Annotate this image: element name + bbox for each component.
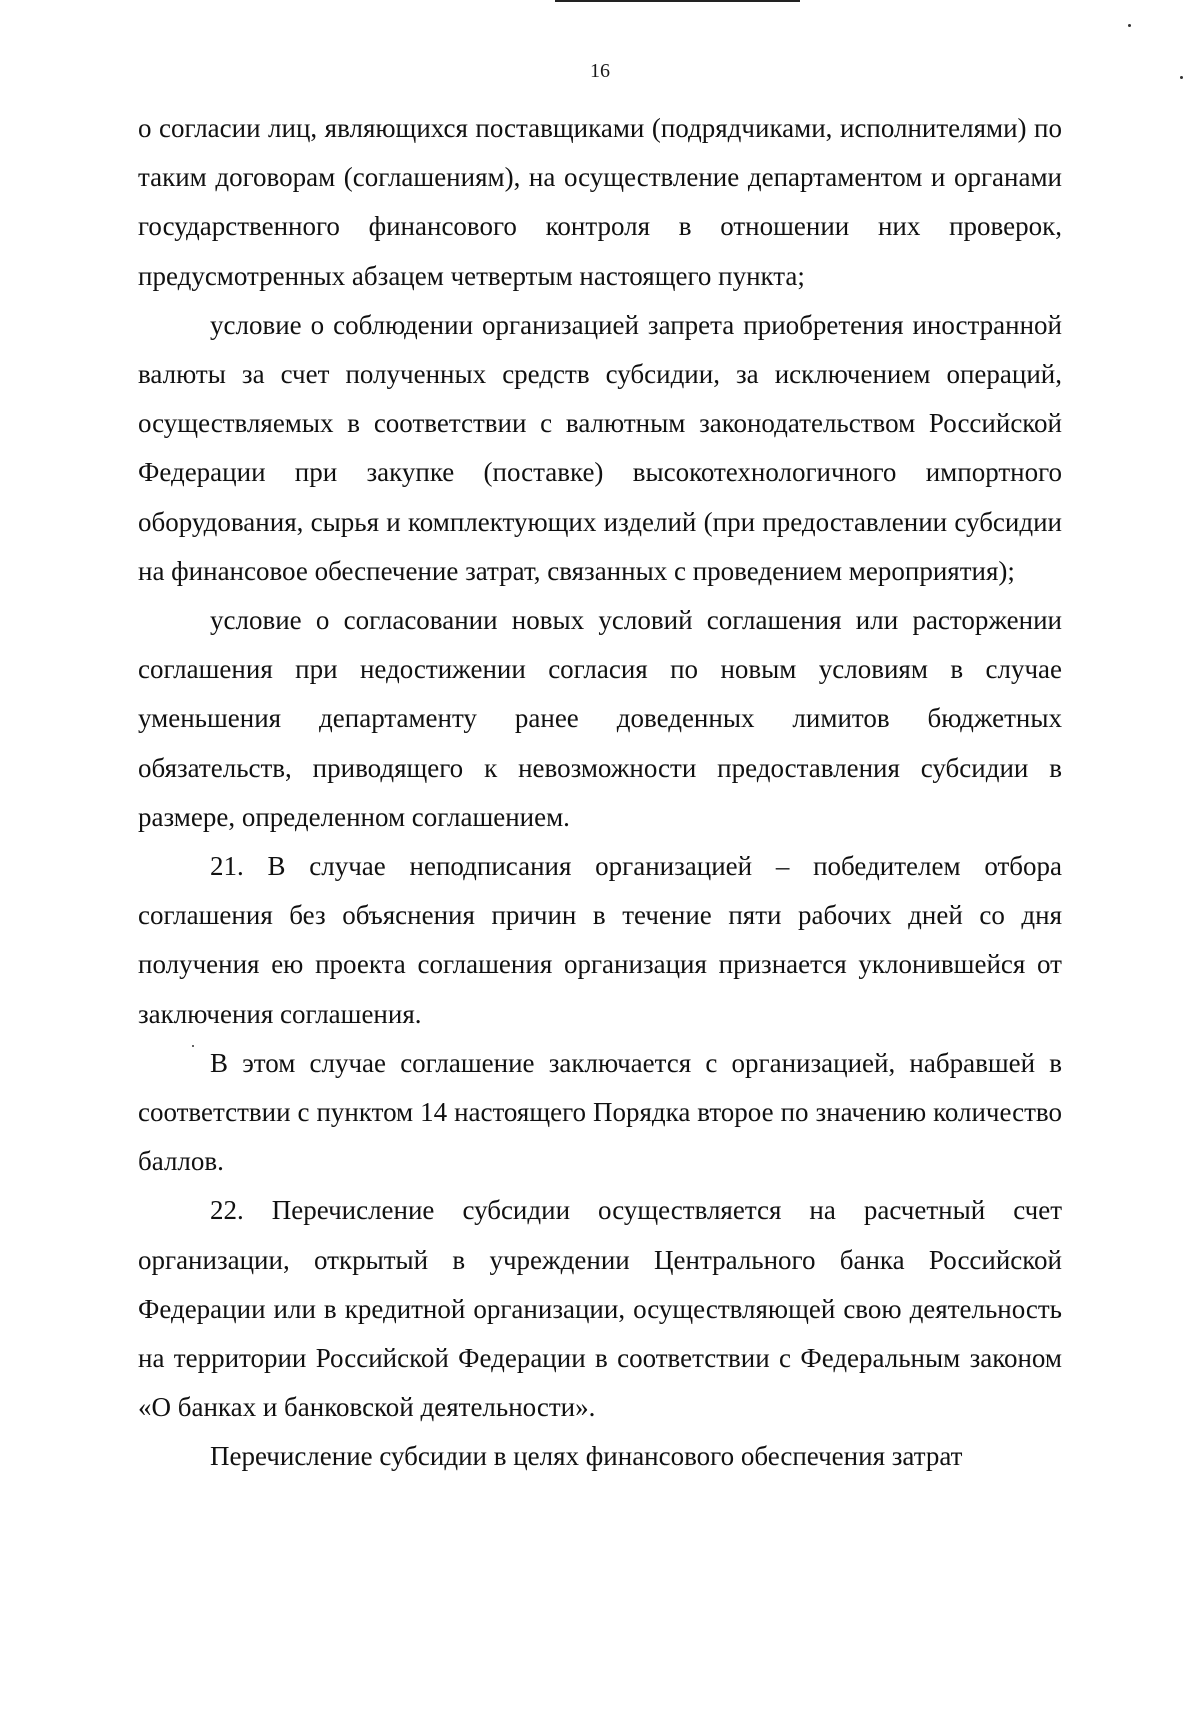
page-number: 16 bbox=[590, 60, 610, 82]
paragraph: Перечисление субсидии в целях финансового обеспечения затрат bbox=[210, 1441, 963, 1472]
paragraph: о согласии лиц, являющихся поставщиками (подрядчиками, исполнителями) по таким договорам (соглашениям), на осуществление департаментом и органами государственного финансового контроля в отношении них проверок, предусмотренных абзацем четвертым настоящего пункта; bbox=[138, 113, 1062, 291]
paragraph: 22. Перечисление субсидии осуществляется на расчетный счет организации, открытый в учреждении Центрального банка Российской Федерации или в кредитной организации, осуществляющей свою деятельность на территории Российской Федерации в соответствии с Федеральным законом «О банках и банковской деятельности». bbox=[138, 1195, 1062, 1423]
scan-edge-line bbox=[555, 0, 800, 2]
scan-speck bbox=[1128, 24, 1131, 27]
paragraph: условие о согласовании новых условий соглашения или расторжении соглашения при недостижении согласия по новым условиям в случае уменьшения департаменту ранее доведенных лимитов бюджетных обязательств, приводящего к невозможности предоставления субсидии в размере, определенном соглашением. bbox=[138, 605, 1062, 832]
document-body bbox=[138, 104, 1062, 1482]
paragraph: условие о соблюдении организацией запрета приобретения иностранной валюты за счет полученных средств субсидии, за исключением операций, осуществляемых в соответствии с валютным законодательством Российской Федерации при закупке (поставке) высокотехнологичного импортного оборудования, сырья и комплектующих изделий (при предоставлении субсидии на финансовое обеспечение затрат, связанных с проведением мероприятия); bbox=[138, 309, 1062, 586]
paragraph: 21. В случае неподписания организацией – победителем отбора соглашения без объяснения причин в течение пяти рабочих дней со дня получения ею проекта соглашения организация признается уклонившейся от заключения соглашения. bbox=[138, 851, 1062, 1029]
paragraph: В этом случае соглашение заключается с организацией, набравшей в соответствии с пунктом 14 настоящего Порядка второе по значению количество баллов. bbox=[138, 1047, 1062, 1177]
